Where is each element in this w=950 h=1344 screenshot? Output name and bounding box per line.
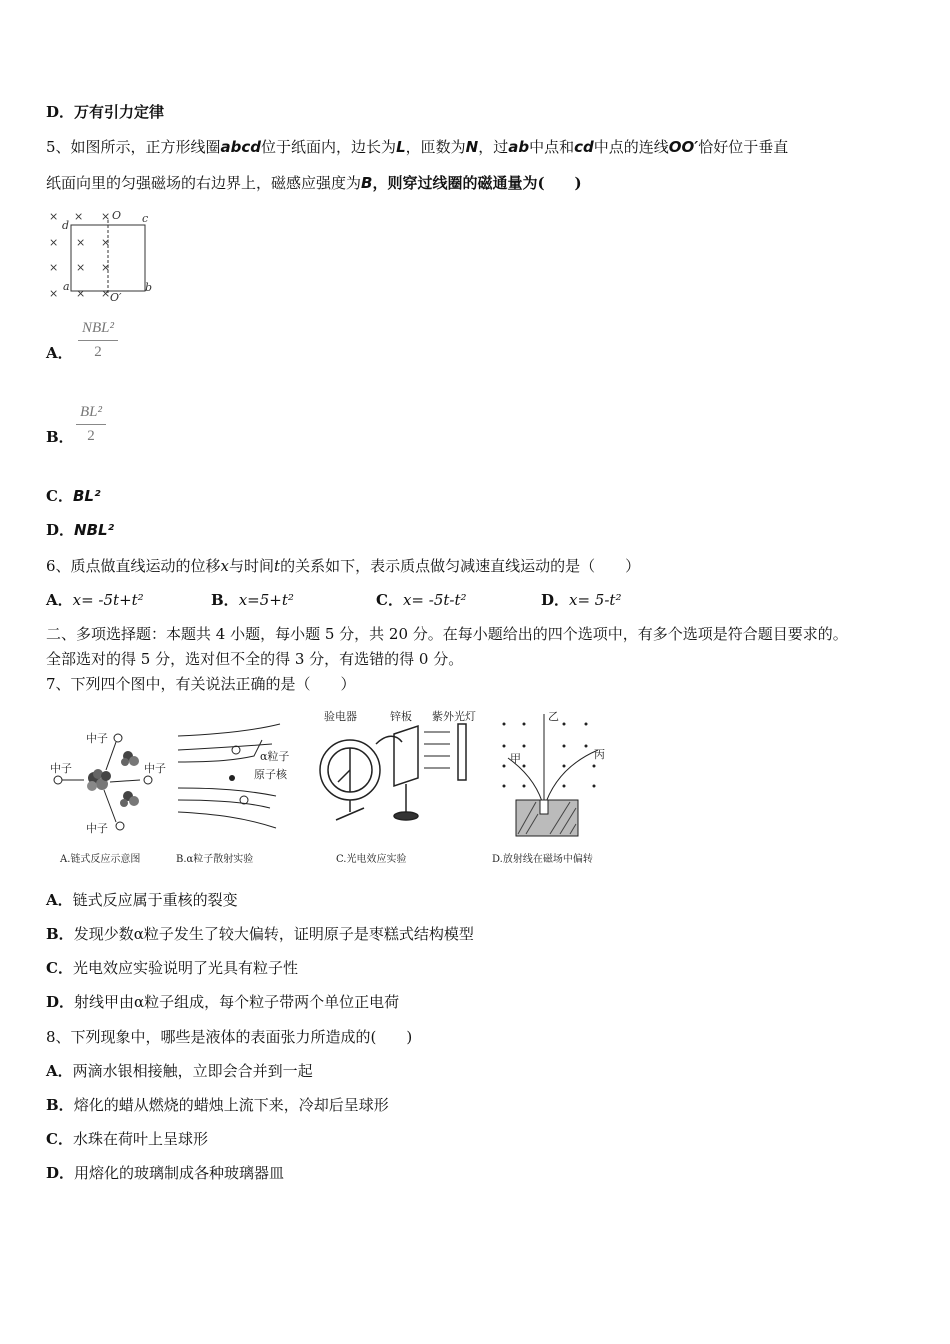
caption-c: C.光电效应实验 [336, 854, 407, 865]
cross-mark: × [101, 287, 111, 300]
q8-stem: 8、下列现象中，哪些是液体的表面张力所造成的( ) [46, 1028, 413, 1046]
section-2-heading-line1: 二、多项选择题：本题共 4 小题，每小题 5 分，共 20 分。在每小题给出的四个选项中，有多个选项是符合题目要求的。 [46, 625, 848, 643]
cross-mark: × [49, 210, 59, 223]
q6-options [46, 590, 621, 610]
q5-option-a: A． [46, 344, 73, 362]
nucleus-cluster [87, 751, 139, 807]
q4-option-d: D．万有引力定律 [46, 103, 165, 121]
q8-option-a: A．两滴水银相接触，立即会合并到一起 [46, 1062, 313, 1080]
ray-paths [508, 714, 598, 808]
q5-option-b-fraction: $\frac{\text{BL²}}{2}$ [76, 404, 106, 445]
cross-mark: × [101, 210, 111, 223]
label-neutron-left: 中子 [50, 762, 72, 775]
cross-mark: × [101, 261, 111, 274]
label-neutron-bottom: 中子 [86, 822, 108, 835]
cross-mark: × [76, 236, 86, 249]
label-neutron-right: 中子 [144, 762, 166, 775]
label-jia: 甲 [510, 752, 521, 765]
label-bing: 丙 [594, 748, 605, 761]
cross-mark: × [74, 210, 84, 223]
q7-stem: 7、下列四个图中，有关说法正确的是（ ） [46, 675, 356, 693]
q5-stem-line1: 5、如图所示，正方形线圈abcd位于纸面内，边长为L，匝数为N，过ab中点和cd中点的连线OO′恰好位于垂直 [46, 138, 789, 156]
q8-option-c: C．水珠在荷叶上呈球形 [46, 1130, 208, 1148]
q5-option-d: D．NBL² [46, 521, 115, 539]
q6-option-a: A．x= -5t+t² [46, 591, 144, 609]
label-d: d [62, 219, 70, 232]
q6-option-b: B．x=5+t² [211, 591, 294, 609]
label-a: a [63, 280, 70, 293]
label-zinc-plate: 锌板 [390, 710, 412, 723]
label-neutron-top: 中子 [86, 732, 108, 745]
label-c: c [142, 212, 149, 225]
q6-option-c: C．x= -5t-t² [376, 591, 467, 609]
q6-option-d: D．x= 5-t² [541, 591, 622, 609]
electroscope-shape [320, 736, 402, 820]
q7-option-d: D．射线甲由α粒子组成，每个粒子带两个单位正电荷 [46, 993, 400, 1011]
q7-option-b: B．发现少数α粒子发生了较大偏转，证明原子是枣糕式结构模型 [46, 925, 474, 943]
caption-b: B.α粒子散射实验 [176, 854, 254, 865]
cross-mark: × [101, 236, 111, 249]
q5-option-a-fraction: NBL² 2 [78, 320, 118, 361]
caption-a: A.链式反应示意图 [60, 854, 141, 865]
label-alpha-particle: α粒子 [260, 750, 290, 763]
cross-mark: × [49, 287, 59, 300]
caption-d: D.放射线在磁场中偏转 [492, 854, 593, 865]
cross-mark: × [76, 261, 86, 274]
label-b: b [145, 281, 153, 294]
uv-rays [424, 732, 450, 768]
label-nucleus: 原子核 [254, 768, 287, 781]
zinc-plate-shape [394, 726, 418, 820]
label-uv-lamp: 紫外光灯 [432, 710, 476, 723]
lead-block [516, 800, 578, 836]
q7-option-c: C．光电效应实验说明了光具有粒子性 [46, 959, 298, 977]
uv-lamp-shape [458, 724, 466, 780]
q8-option-d: D．用熔化的玻璃制成各种玻璃器皿 [46, 1164, 285, 1182]
label-yi: 乙 [548, 710, 559, 723]
label-o-prime: O′ [110, 291, 122, 304]
gold-nucleus [229, 775, 235, 781]
q5-coil-figure [44, 206, 164, 304]
cross-mark: × [49, 261, 59, 274]
q5-stem-line2: 纸面向里的匀强磁场的右边界上，磁感应强度为B，则穿过线圈的磁通量为( ) [46, 174, 582, 192]
q8-option-b: B．熔化的蜡从燃烧的蜡烛上流下来，冷却后呈球形 [46, 1096, 389, 1114]
q7-figure [46, 704, 620, 870]
label-o: O [112, 209, 122, 222]
section-2-heading-line2: 全部选对的得 5 分，选对但不全的得 3 分，有选错的得 0 分。 [46, 650, 464, 668]
q7-option-a: A．链式反应属于重核的裂变 [46, 891, 238, 909]
q5-option-c: C．BL² [46, 487, 101, 505]
label-electroscope: 验电器 [324, 710, 357, 723]
cross-mark: × [49, 236, 59, 249]
q6-stem: 6、质点做直线运动的位移x与时间t的关系如下，表示质点做匀减速直线运动的是（ ） [46, 557, 641, 575]
q5-option-b: B． [46, 428, 74, 446]
cross-mark: × [76, 287, 86, 300]
